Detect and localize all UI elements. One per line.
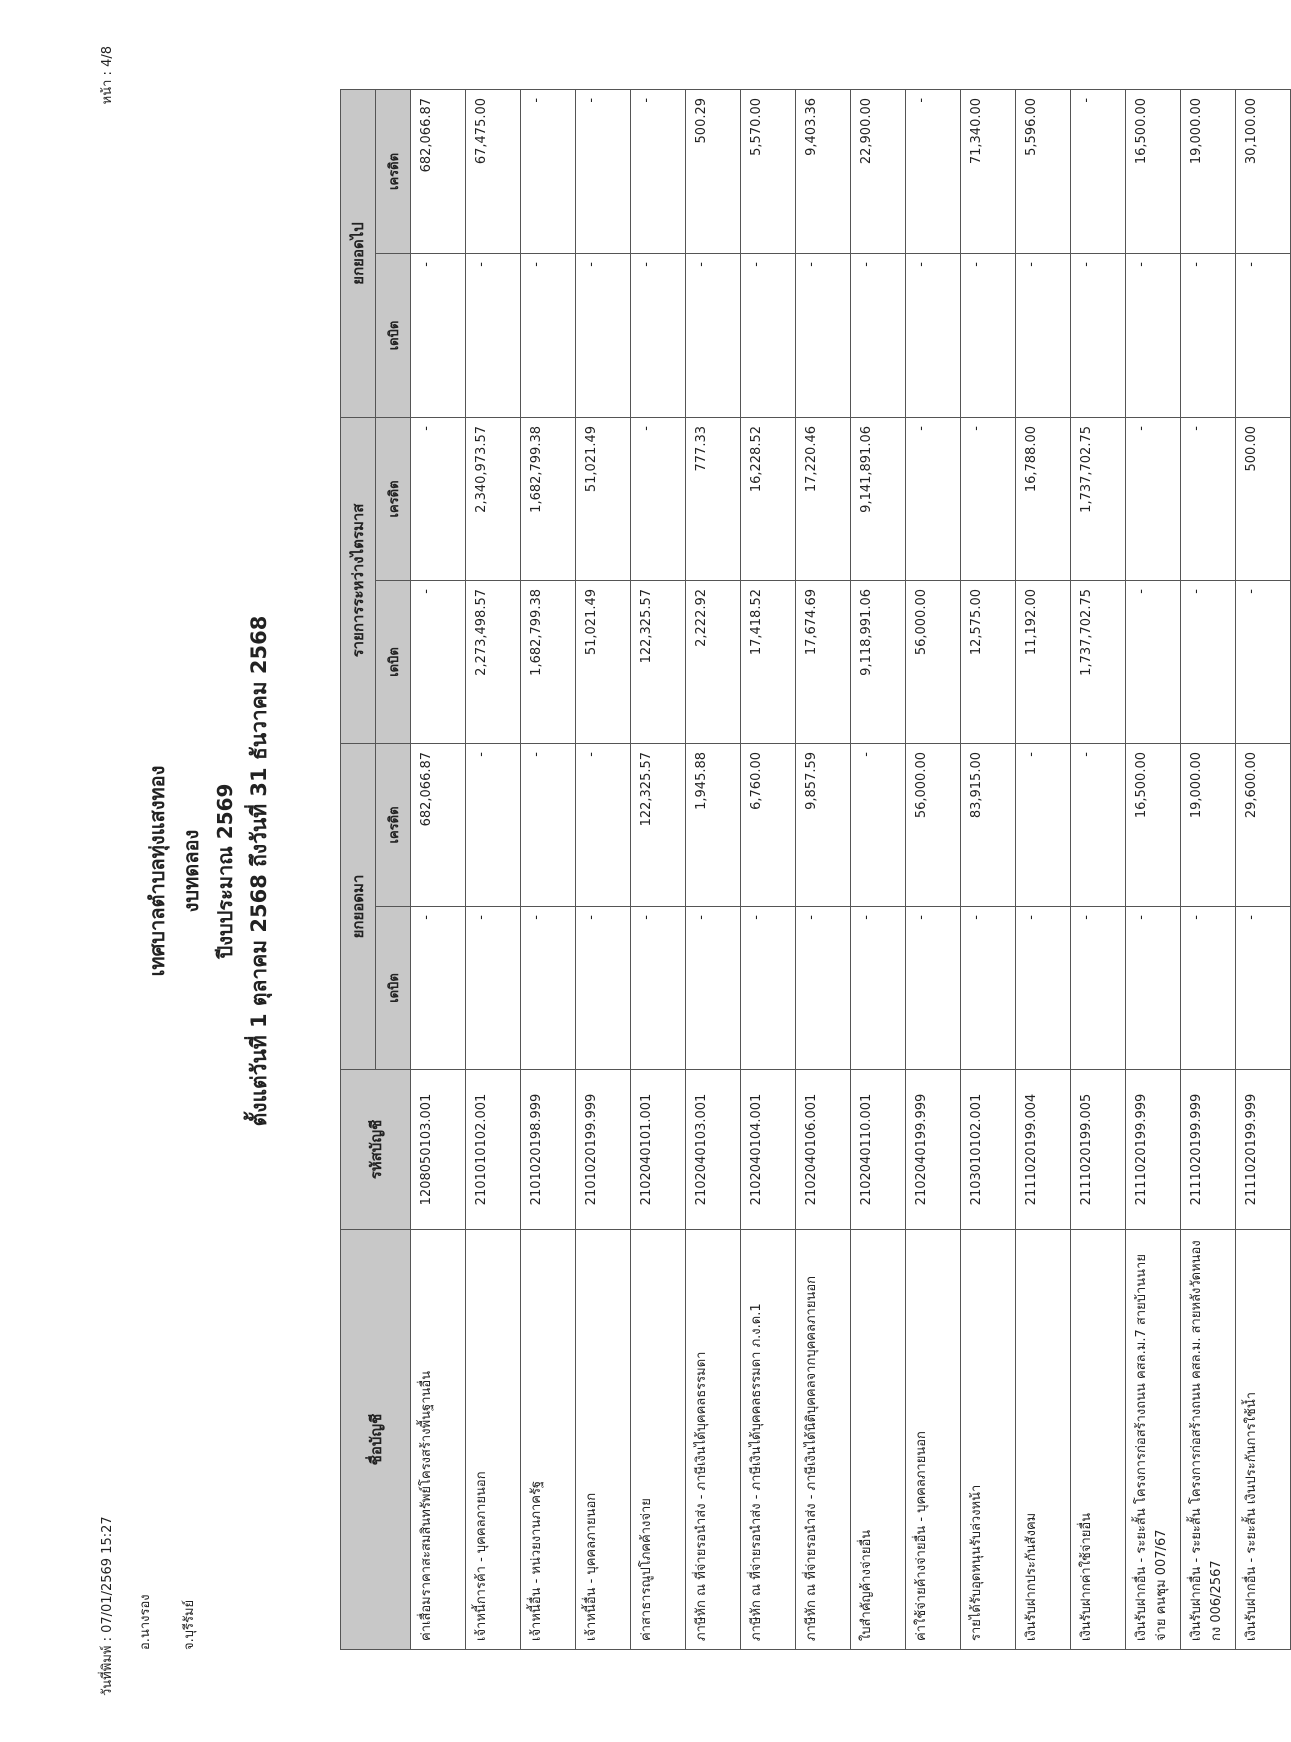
period-credit-cell: 500.00: [1236, 417, 1291, 580]
period-credit-cell: -: [411, 417, 466, 580]
brought-forward-debit-cell: -: [851, 907, 906, 1070]
brought-forward-debit-cell: -: [1181, 907, 1236, 1070]
carried-forward-credit-cell: 19,000.00: [1181, 89, 1236, 253]
carried-forward-debit-cell: -: [411, 253, 466, 417]
carried-forward-debit-cell: -: [521, 253, 576, 417]
table-row: [1016, 89, 1071, 1649]
account-code-cell: 2111020199.999: [1126, 1070, 1181, 1230]
carried-forward-credit-cell: -: [631, 89, 686, 253]
carried-forward-debit-cell: -: [686, 253, 741, 417]
brought-forward-credit-cell: -: [851, 743, 906, 906]
account-name-cell: เจ้าหนี้อื่น - บุคคลภายนอก: [576, 1230, 631, 1650]
header-bf-debit: เดบิต: [376, 907, 411, 1070]
brought-forward-debit-cell: -: [741, 907, 796, 1070]
period-credit-cell: 17,220.46: [796, 417, 851, 580]
account-name-cell: รายได้รับอุดหนุนรับล่วงหน้า: [961, 1230, 1016, 1650]
table-row: [741, 89, 796, 1649]
brought-forward-credit-cell: -: [1071, 743, 1126, 906]
period-debit-cell: 1,737,702.75: [1071, 580, 1126, 743]
period-credit-cell: -: [631, 417, 686, 580]
period-credit-cell: 51,021.49: [576, 417, 631, 580]
account-name-cell: เงินรับฝากประกันสังคม: [1016, 1230, 1071, 1650]
account-name-cell: ภาษีหัก ณ ที่จ่ายรอนำส่ง - ภาษีเงินได้บุคคลธรรมดา ภ.ง.ด.1: [741, 1230, 796, 1650]
header-account-code: รหัสบัญชี: [341, 1070, 411, 1230]
account-code-cell: 2103010102.001: [961, 1070, 1016, 1230]
carried-forward-debit-cell: -: [466, 253, 521, 417]
period-credit-cell: -: [906, 417, 961, 580]
brought-forward-debit-cell: -: [631, 907, 686, 1070]
period-debit-cell: 9,118,991.06: [851, 580, 906, 743]
table-row: [466, 89, 521, 1649]
account-code-cell: 2102040106.001: [796, 1070, 851, 1230]
account-name-cell: เงินรับฝากค่าใช้จ่ายอื่น: [1071, 1230, 1126, 1650]
account-code-cell: 1208050103.001: [411, 1070, 466, 1230]
account-name-cell: ค่าสาธารณูปโภคค้างจ่าย: [631, 1230, 686, 1650]
account-code-cell: 2111020199.999: [1181, 1070, 1236, 1230]
table-row: [851, 89, 906, 1649]
organization-title: เทศบาลตำบลทุ่งแสงทอง: [145, 765, 169, 977]
carried-forward-credit-cell: 9,403.36: [796, 89, 851, 253]
brought-forward-debit-cell: -: [1236, 907, 1291, 1070]
table-row: [906, 89, 961, 1649]
carried-forward-credit-cell: -: [1071, 89, 1126, 253]
carried-forward-debit-cell: -: [741, 253, 796, 417]
header-cf-credit: เครดิต: [376, 89, 411, 253]
brought-forward-debit-cell: -: [1071, 907, 1126, 1070]
brought-forward-debit-cell: -: [906, 907, 961, 1070]
carried-forward-debit-cell: -: [906, 253, 961, 417]
brought-forward-debit-cell: -: [466, 907, 521, 1070]
carried-forward-debit-cell: -: [1181, 253, 1236, 417]
period-debit-cell: -: [411, 580, 466, 743]
period-debit-cell: 2,222.92: [686, 580, 741, 743]
period-credit-cell: 16,228.52: [741, 417, 796, 580]
period-debit-cell: 2,273,498.57: [466, 580, 521, 743]
brought-forward-credit-cell: 6,760.00: [741, 743, 796, 906]
account-name-cell: เจ้าหนี้การค้า - บุคคลภายนอก: [466, 1230, 521, 1650]
period-credit-cell: 9,141,891.06: [851, 417, 906, 580]
carried-forward-credit-cell: 22,900.00: [851, 89, 906, 253]
carried-forward-debit-cell: -: [851, 253, 906, 417]
period-credit-cell: -: [1181, 417, 1236, 580]
account-name-cell: ค่าเสื่อมราคาสะสมสินทรัพย์โครงสร้างพื้นฐานอื่น: [411, 1230, 466, 1650]
period-credit-cell: 777.33: [686, 417, 741, 580]
header-tx-credit: เครดิต: [376, 417, 411, 580]
print-date: วันที่พิมพ์ : 07/01/2569 15:27: [100, 1516, 115, 1696]
account-code-cell: 2102040104.001: [741, 1070, 796, 1230]
account-code-cell: 2111020199.999: [1236, 1070, 1291, 1230]
brought-forward-credit-cell: 16,500.00: [1126, 743, 1181, 906]
brought-forward-credit-cell: 19,000.00: [1181, 743, 1236, 906]
account-code-cell: 2111020199.005: [1071, 1070, 1126, 1230]
carried-forward-credit-cell: 30,100.00: [1236, 89, 1291, 253]
table-row: [686, 89, 741, 1649]
brought-forward-debit-cell: -: [686, 907, 741, 1070]
period-credit-cell: 1,682,799.38: [521, 417, 576, 580]
account-code-cell: 2102040110.001: [851, 1070, 906, 1230]
header-tx-debit: เดบิต: [376, 580, 411, 743]
table-row: [1181, 89, 1236, 1649]
period-debit-cell: -: [1181, 580, 1236, 743]
period-debit-cell: 51,021.49: [576, 580, 631, 743]
report-title-block: [140, 0, 276, 1742]
brought-forward-debit-cell: -: [576, 907, 631, 1070]
table-row: [796, 89, 851, 1649]
table-row: [631, 89, 686, 1649]
trial-balance-table: [340, 89, 1291, 1650]
brought-forward-debit-cell: -: [796, 907, 851, 1070]
table-row: [411, 89, 466, 1649]
carried-forward-credit-cell: 682,066.87: [411, 89, 466, 253]
carried-forward-credit-cell: 5,570.00: [741, 89, 796, 253]
table-row: [961, 89, 1016, 1649]
account-name-cell: ภาษีหัก ณ ที่จ่ายรอนำส่ง - ภาษีเงินได้นิติบุคคลจากบุคคลภายนอก: [796, 1230, 851, 1650]
account-name-cell: ค่าใช้จ่ายค้างจ่ายอื่น - บุคคลภายนอก: [906, 1230, 961, 1650]
brought-forward-debit-cell: -: [961, 907, 1016, 1070]
brought-forward-credit-cell: 1,945.88: [686, 743, 741, 906]
carried-forward-credit-cell: -: [521, 89, 576, 253]
carried-forward-debit-cell: -: [631, 253, 686, 417]
carried-forward-credit-cell: 500.29: [686, 89, 741, 253]
period-debit-cell: 56,000.00: [906, 580, 961, 743]
carried-forward-credit-cell: 5,596.00: [1016, 89, 1071, 253]
brought-forward-debit-cell: -: [1126, 907, 1181, 1070]
period-debit-cell: 17,418.52: [741, 580, 796, 743]
brought-forward-debit-cell: -: [411, 907, 466, 1070]
fiscal-year: ปีงบประมาณ 2569: [213, 783, 237, 959]
report-title: งบทดลอง: [179, 829, 203, 913]
brought-forward-credit-cell: 29,600.00: [1236, 743, 1291, 906]
table-row: [576, 89, 631, 1649]
carried-forward-debit-cell: -: [1016, 253, 1071, 417]
brought-forward-credit-cell: 9,857.59: [796, 743, 851, 906]
brought-forward-credit-cell: -: [466, 743, 521, 906]
brought-forward-debit-cell: -: [1016, 907, 1071, 1070]
brought-forward-credit-cell: -: [1016, 743, 1071, 906]
brought-forward-credit-cell: 122,325.57: [631, 743, 686, 906]
period-debit-cell: -: [1126, 580, 1181, 743]
header-period-transactions: รายการระหว่างไตรมาส: [341, 417, 376, 743]
brought-forward-credit-cell: 56,000.00: [906, 743, 961, 906]
period-credit-cell: -: [961, 417, 1016, 580]
header-account-name: ชื่อบัญชี: [341, 1230, 411, 1650]
period-debit-cell: 17,674.69: [796, 580, 851, 743]
brought-forward-credit-cell: -: [576, 743, 631, 906]
account-code-cell: 2101010102.001: [466, 1070, 521, 1230]
page-number: หน้า : 4/8: [100, 46, 115, 105]
carried-forward-credit-cell: -: [576, 89, 631, 253]
period-debit-cell: 11,192.00: [1016, 580, 1071, 743]
carried-forward-debit-cell: -: [796, 253, 851, 417]
period-debit-cell: 1,682,799.38: [521, 580, 576, 743]
carried-forward-debit-cell: -: [1071, 253, 1126, 417]
period-debit-cell: 12,575.00: [961, 580, 1016, 743]
brought-forward-credit-cell: 682,066.87: [411, 743, 466, 906]
account-name-cell: เงินรับฝากอื่น - ระยะสั้น โครงการก่อสร้างถนน คสล.ม.7 สายบ้านนายจ่าย คนชุม 007/67: [1126, 1230, 1181, 1650]
carried-forward-debit-cell: -: [961, 253, 1016, 417]
account-name-cell: เจ้าหนี้อื่น - หน่วยงานภาครัฐ: [521, 1230, 576, 1650]
header-cf-debit: เดบิต: [376, 253, 411, 417]
account-code-cell: 2101020199.999: [576, 1070, 631, 1230]
account-name-cell: ภาษีหัก ณ ที่จ่ายรอนำส่ง - ภาษีเงินได้บุคคลธรรมดา: [686, 1230, 741, 1650]
report-period: ตั้งแต่วันที่ 1 ตุลาคม 2568 ถึงวันที่ 31 ธันวาคม 2568: [247, 615, 271, 1127]
carried-forward-debit-cell: -: [1126, 253, 1181, 417]
table-row: [1236, 89, 1291, 1649]
header-carried-forward: ยกยอดไป: [341, 89, 376, 417]
period-debit-cell: -: [1236, 580, 1291, 743]
brought-forward-credit-cell: 83,915.00: [961, 743, 1016, 906]
carried-forward-credit-cell: -: [906, 89, 961, 253]
account-code-cell: 2102040101.001: [631, 1070, 686, 1230]
period-credit-cell: 16,788.00: [1016, 417, 1071, 580]
carried-forward-credit-cell: 67,475.00: [466, 89, 521, 253]
district-label: อ.นางรอง: [138, 1594, 153, 1650]
table-row: [521, 89, 576, 1649]
header-bf-credit: เครดิต: [376, 743, 411, 906]
carried-forward-debit-cell: -: [1236, 253, 1291, 417]
account-name-cell: ใบสำคัญค้างจ่ายอื่น: [851, 1230, 906, 1650]
account-code-cell: 2111020199.004: [1016, 1070, 1071, 1230]
province-label: จ.บุรีรัมย์: [182, 1599, 197, 1650]
ledger-rows: [411, 89, 1291, 1649]
period-debit-cell: 122,325.57: [631, 580, 686, 743]
period-credit-cell: 2,340,973.57: [466, 417, 521, 580]
account-code-cell: 2101020198.999: [521, 1070, 576, 1230]
account-code-cell: 2102040103.001: [686, 1070, 741, 1230]
table-row: [1126, 89, 1181, 1649]
carried-forward-credit-cell: 71,340.00: [961, 89, 1016, 253]
period-credit-cell: 1,737,702.75: [1071, 417, 1126, 580]
carried-forward-credit-cell: 16,500.00: [1126, 89, 1181, 253]
table-row: [1071, 89, 1126, 1649]
carried-forward-debit-cell: -: [576, 253, 631, 417]
account-code-cell: 2102040199.999: [906, 1070, 961, 1230]
header-brought-forward: ยกยอดมา: [341, 743, 376, 1069]
account-name-cell: เงินรับฝากอื่น - ระยะสั้น เงินประกันการใช้น้ำ: [1236, 1230, 1291, 1650]
brought-forward-credit-cell: -: [521, 743, 576, 906]
brought-forward-debit-cell: -: [521, 907, 576, 1070]
period-credit-cell: -: [1126, 417, 1181, 580]
account-name-cell: เงินรับฝากอื่น - ระยะสั้น โครงการก่อสร้างถนน คสล.ม. สายหลังวัดหนองกง 006/2567: [1181, 1230, 1236, 1650]
